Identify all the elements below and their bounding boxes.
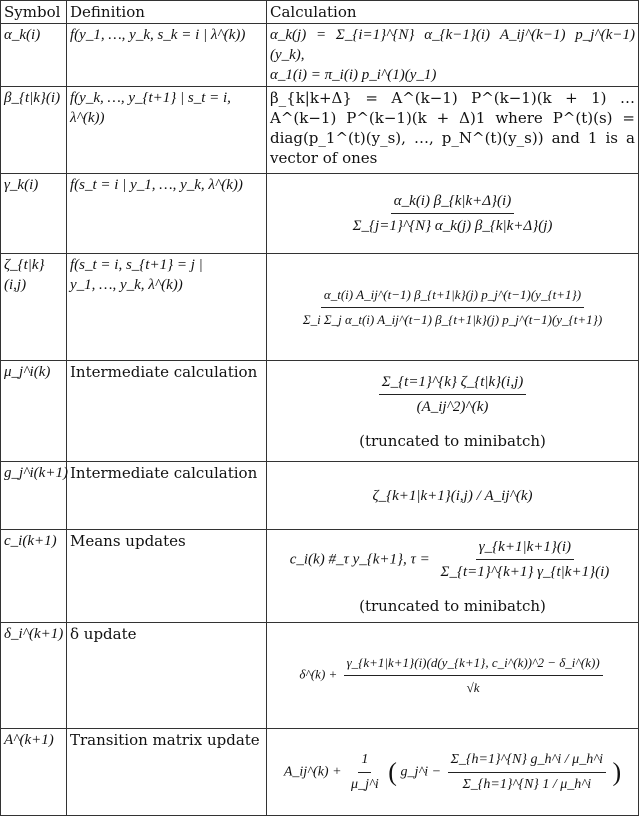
definition-cell: Transition matrix update bbox=[67, 729, 267, 816]
table-row-delta bbox=[1, 623, 639, 729]
denominator: √k bbox=[466, 680, 480, 695]
denominator: Σ_{t=1}^{k+1} γ_{t|k+1}(i) bbox=[440, 563, 610, 580]
table-row-A bbox=[1, 729, 639, 816]
calculation-cell bbox=[267, 87, 639, 174]
formula-text: β_{k|k+Δ} = A^(k−1) P^(k−1)(k + 1) … A^(k−1) P^(k−1)(k + Δ)1 where P^(t)(s) = diag(p_1^(t)(y_s), …, p_N^(t)(y_s)) and 1 is a vector of ones bbox=[270, 89, 635, 167]
formula-left: A_ij^(k) + bbox=[283, 764, 342, 780]
definition-cell bbox=[67, 254, 267, 361]
symbol-cell: c_i(k+1) bbox=[1, 530, 67, 623]
calculation-cell bbox=[267, 174, 639, 254]
numerator: Σ_{t=1}^{k} ζ_{t|k}(i,j) bbox=[379, 372, 527, 395]
table-row-zeta bbox=[1, 254, 639, 361]
numerator: γ_{k+1|k+1}(i) bbox=[476, 537, 574, 560]
symbol-cell: g_j^i(k+1) bbox=[1, 462, 67, 530]
formula-left: δ^(k) + bbox=[299, 666, 338, 682]
numerator: 1 bbox=[358, 750, 371, 773]
fraction bbox=[379, 372, 527, 417]
header-row bbox=[1, 1, 639, 24]
symbol-cell: A^(k+1) bbox=[1, 729, 67, 816]
denominator: μ_j^i bbox=[351, 776, 379, 792]
calculation-cell bbox=[267, 729, 639, 816]
table-row-mu bbox=[1, 361, 639, 462]
numerator: γ_{k+1|k+1}(i)(d(y_{k+1}, c_i^(k))^2 − δ_i^(k)) bbox=[344, 653, 603, 676]
denominator: (A_ij^2)^(k) bbox=[416, 398, 489, 415]
fraction bbox=[438, 537, 613, 582]
calculation-cell bbox=[267, 530, 639, 623]
formula-inner: g_j^i − bbox=[400, 764, 442, 780]
table-row-alpha bbox=[1, 24, 639, 87]
definition-cell: Intermediate calculation bbox=[67, 361, 267, 462]
formula-line: α_1(i) = π_i(i) p_i^(1)(y_1) bbox=[270, 67, 437, 83]
fraction bbox=[300, 285, 605, 330]
definition-cell: f(s_t = i | y_1, …, y_k, λ^(k)) bbox=[67, 174, 267, 254]
header-definition: Definition bbox=[67, 1, 267, 24]
numerator: α_t(i) A_ij^(t−1) β_{t+1|k}(j) p_j^(t−1)(y_{t+1}) bbox=[321, 285, 584, 308]
definition-line: y_1, …, y_k, λ^(k)) bbox=[70, 277, 183, 293]
symbol-cell: α_k(i) bbox=[1, 24, 67, 87]
close-paren-icon: ) bbox=[612, 757, 622, 786]
symbol-cell: β_{t|k}(i) bbox=[1, 87, 67, 174]
formula-left: c_i(k) #_τ y_{k+1}, τ = bbox=[289, 551, 430, 567]
fraction bbox=[350, 191, 556, 236]
symbol-cell: δ_i^(k+1) bbox=[1, 623, 67, 729]
symbol-cell: γ_k(i) bbox=[1, 174, 67, 254]
table-row-beta bbox=[1, 87, 639, 174]
note-text: (truncated to minibatch) bbox=[359, 596, 546, 615]
fraction bbox=[448, 750, 606, 795]
note-text: (truncated to minibatch) bbox=[359, 431, 546, 450]
definition-cell: f(y_1, …, y_k, s_k = i | λ^(k)) bbox=[67, 24, 267, 87]
numerator: α_k(i) β_{k|k+Δ}(i) bbox=[391, 191, 514, 214]
table-row-gamma bbox=[1, 174, 639, 254]
calculation-cell bbox=[267, 254, 639, 361]
fraction bbox=[348, 750, 382, 795]
denominator: Σ_{h=1}^{N} 1 / μ_h^i bbox=[462, 776, 592, 792]
header-symbol: Symbol bbox=[1, 1, 67, 24]
numerator: Σ_{h=1}^{N} g_h^i / μ_h^i bbox=[448, 750, 606, 773]
calculation-cell bbox=[267, 361, 639, 462]
table-row-g bbox=[1, 462, 639, 530]
denominator: Σ_i Σ_j α_t(i) A_ij^(t−1) β_{t+1|k}(j) p_j^(t−1)(y_{t+1}) bbox=[302, 311, 603, 327]
open-paren-icon: ( bbox=[388, 757, 397, 786]
definition-line: f(s_t = i, s_{t+1} = j | bbox=[70, 257, 203, 273]
denominator: Σ_{j=1}^{N} α_k(j) β_{k|k+Δ}(j) bbox=[352, 218, 553, 234]
definition-cell: δ update bbox=[67, 623, 267, 729]
definition-cell: f(y_k, …, y_{t+1} | s_t = i, λ^(k)) bbox=[67, 87, 267, 174]
fraction bbox=[344, 653, 603, 698]
definition-cell: Intermediate calculation bbox=[67, 462, 267, 530]
symbol-cell: μ_j^i(k) bbox=[1, 361, 67, 462]
table-row-c bbox=[1, 530, 639, 623]
calculation-cell bbox=[267, 623, 639, 729]
definition-cell: Means updates bbox=[67, 530, 267, 623]
calculation-cell bbox=[267, 24, 639, 87]
symbol-cell: ζ_{t|k}(i,j) bbox=[1, 254, 67, 361]
formula-line: α_k(j) = Σ_{i=1}^{N} α_{k−1}(i) A_ij^(k−1) p_j^(k−1)(y_k), bbox=[270, 27, 635, 63]
header-calculation: Calculation bbox=[267, 1, 639, 24]
calculation-cell: ζ_{k+1|k+1}(i,j) / A_ij^(k) bbox=[267, 462, 639, 530]
